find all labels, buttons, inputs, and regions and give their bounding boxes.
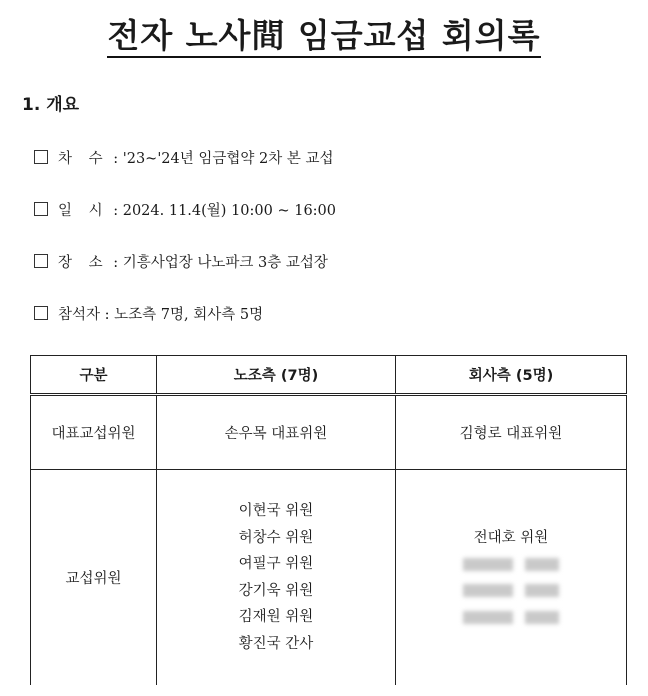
overview-round-label: 차 수 — [58, 151, 109, 167]
redacted-name — [396, 551, 626, 578]
overview-datetime-label: 일 시 — [58, 203, 109, 219]
overview-datetime-value: 2024. 11.4(월) 10:00 ~ 16:00 — [122, 203, 337, 219]
attendee-table — [30, 355, 627, 685]
overview-round-value: '23~'24년 임금협약 2차 본 교섭 — [122, 151, 334, 167]
list-item: 강기욱 위원 — [238, 582, 314, 599]
table-row — [31, 470, 627, 686]
checkbox-bullet-icon — [34, 202, 48, 216]
redacted-name — [396, 578, 626, 605]
list-item: 이현국 위원 — [238, 503, 314, 519]
header-union: 노조측 (7명) — [157, 356, 396, 395]
checkbox-bullet-icon — [34, 254, 48, 268]
document-title-text: 전자 노사間 임금교섭 회의록 — [107, 16, 540, 58]
table-row — [31, 395, 627, 470]
document-title — [0, 10, 648, 57]
member-union-cell — [157, 470, 396, 686]
rep-company-cell: 김형로 대표위원 — [396, 395, 627, 470]
redacted-name — [396, 604, 626, 631]
overview-location-label: 장 소 — [58, 255, 109, 271]
list-item: 전대호 위원 — [473, 529, 549, 546]
checkbox-bullet-icon — [34, 150, 48, 164]
section-heading: 1. 개요 — [22, 95, 80, 115]
list-item: 여필구 위원 — [238, 556, 314, 572]
header-company: 회사측 (5명) — [396, 356, 627, 395]
member-category-cell: 교섭위원 — [31, 470, 157, 686]
overview-attendees-label: 참석자 — [58, 307, 101, 323]
list-item: 황진국 간사 — [238, 635, 314, 652]
member-company-cell — [396, 470, 627, 686]
overview-attendees: 참석자 : 노조측 7명, 회사측 5명 — [34, 303, 263, 324]
overview-round: 차 수 : '23~'24년 임금협약 2차 본 교섭 — [34, 147, 333, 168]
header-category: 구분 — [31, 356, 157, 395]
rep-category-cell: 대표교섭위원 — [31, 395, 157, 470]
overview-attendees-value: 노조측 7명, 회사측 5명 — [114, 307, 264, 323]
checkbox-bullet-icon — [34, 306, 48, 320]
list-item: 김재원 위원 — [238, 609, 314, 625]
overview-location-value: 기흥사업장 나노파크 3층 교섭장 — [122, 255, 328, 271]
list-item: 허창수 위원 — [238, 529, 314, 546]
overview-datetime: 일 시 : 2024. 11.4(월) 10:00 ~ 16:00 — [34, 199, 336, 220]
table-header-row — [31, 356, 627, 395]
overview-location: 장 소 : 기흥사업장 나노파크 3층 교섭장 — [34, 251, 328, 272]
rep-union-cell: 손우목 대표위원 — [157, 395, 396, 470]
